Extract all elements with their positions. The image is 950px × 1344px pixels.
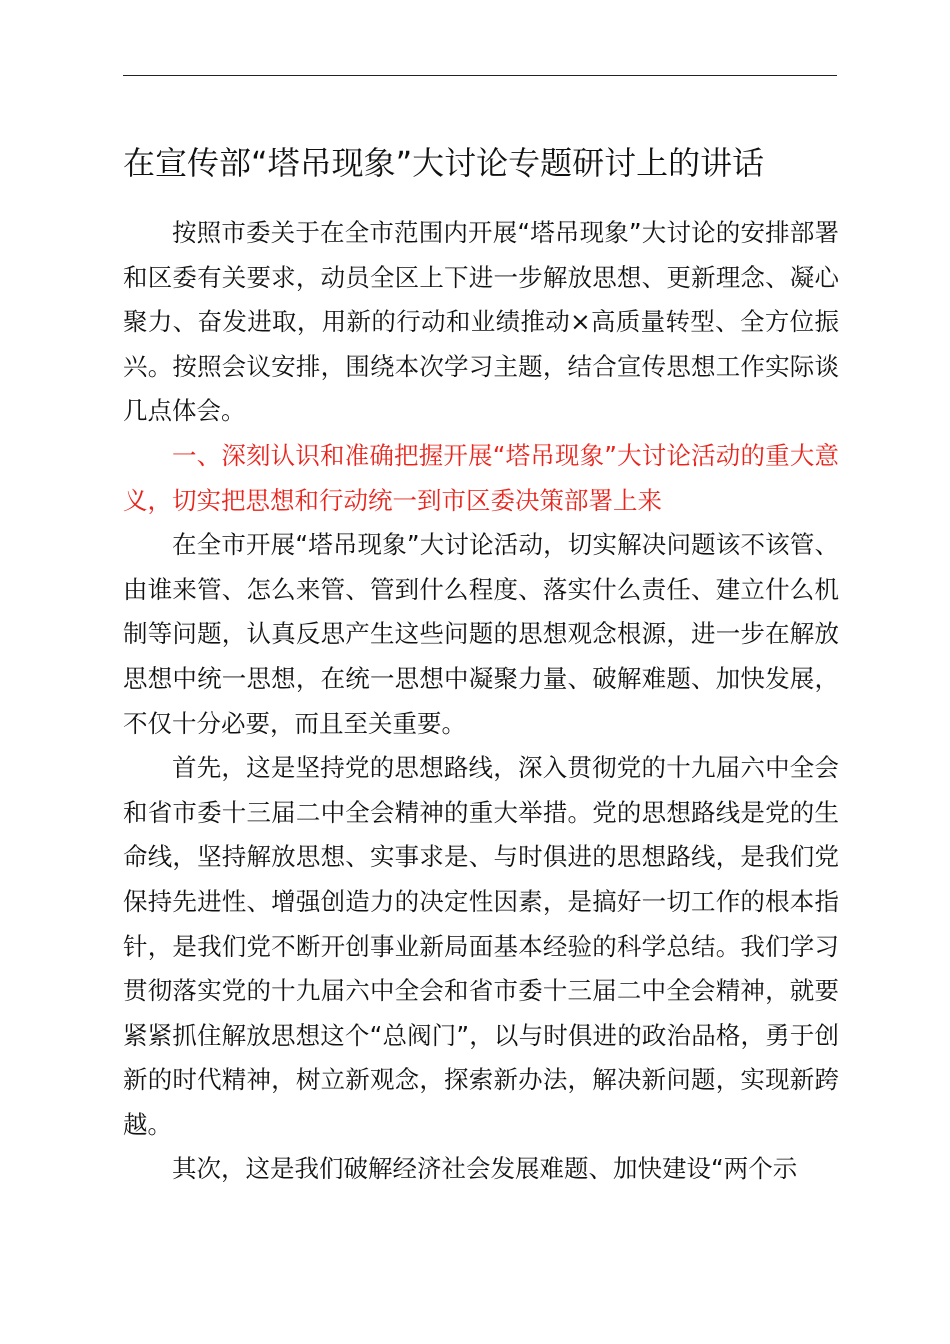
paragraph: 在全市开展“塔吊现象”大讨论活动，切实解决问题该不该管、由谁来管、怎么来管、管到什么程度、落实什么责任、建立什么机制等问题，认真反思产生这些问题的思想观念根源，进一步在解放思想中统一思想，在统一思想中凝聚力量、破解难题、加快发展，不仅十分必要，而且至关重要。 <box>123 530 839 738</box>
header-rule <box>123 75 837 76</box>
paragraph: 首先，这是坚持党的思想路线，深入贯彻党的十九届六中全会和省市委十三届二中全会精神的重大举措。党的思想路线是党的生命线，坚持解放思想、实事求是、与时俱进的思想路线，是我们党保持先进性、增强创造力的决定性因素，是搞好一切工作的根本指针，是我们党不断开创事业新局面基本经验的科学总结。我们学习贯彻落实党的十九届六中全会和省市委十三届二中全会精神，就要紧紧抓住解放思想这个“总阀门”，以与时俱进的政治品格，勇于创新的时代精神，树立新观念，探索新办法，解决新问题，实现新跨越。 <box>123 753 839 1139</box>
document-title: 在宣传部“塔吊现象”大讨论专题研讨上的讲话 <box>123 144 765 182</box>
section-heading: 一、深刻认识和准确把握开展“塔吊现象”大讨论活动的重大意义，切实把思想和行动统一到市区委决策部署上来 <box>123 440 839 515</box>
document-body <box>123 211 839 1192</box>
paragraph-intro: 按照市委关于在全市范围内开展“塔吊现象”大讨论的安排部署和区委有关要求，动员全区上下进一步解放思想、更新理念、凝心聚力、奋发进取，用新的行动和业绩推动×高质量转型、全方位振兴。按照会议安排，围绕本次学习主题，结合宣传思想工作实际谈几点体会。 <box>123 218 839 426</box>
paragraph: 其次，这是我们破解经济社会发展难题、加快建设“两个示 <box>172 1154 798 1184</box>
